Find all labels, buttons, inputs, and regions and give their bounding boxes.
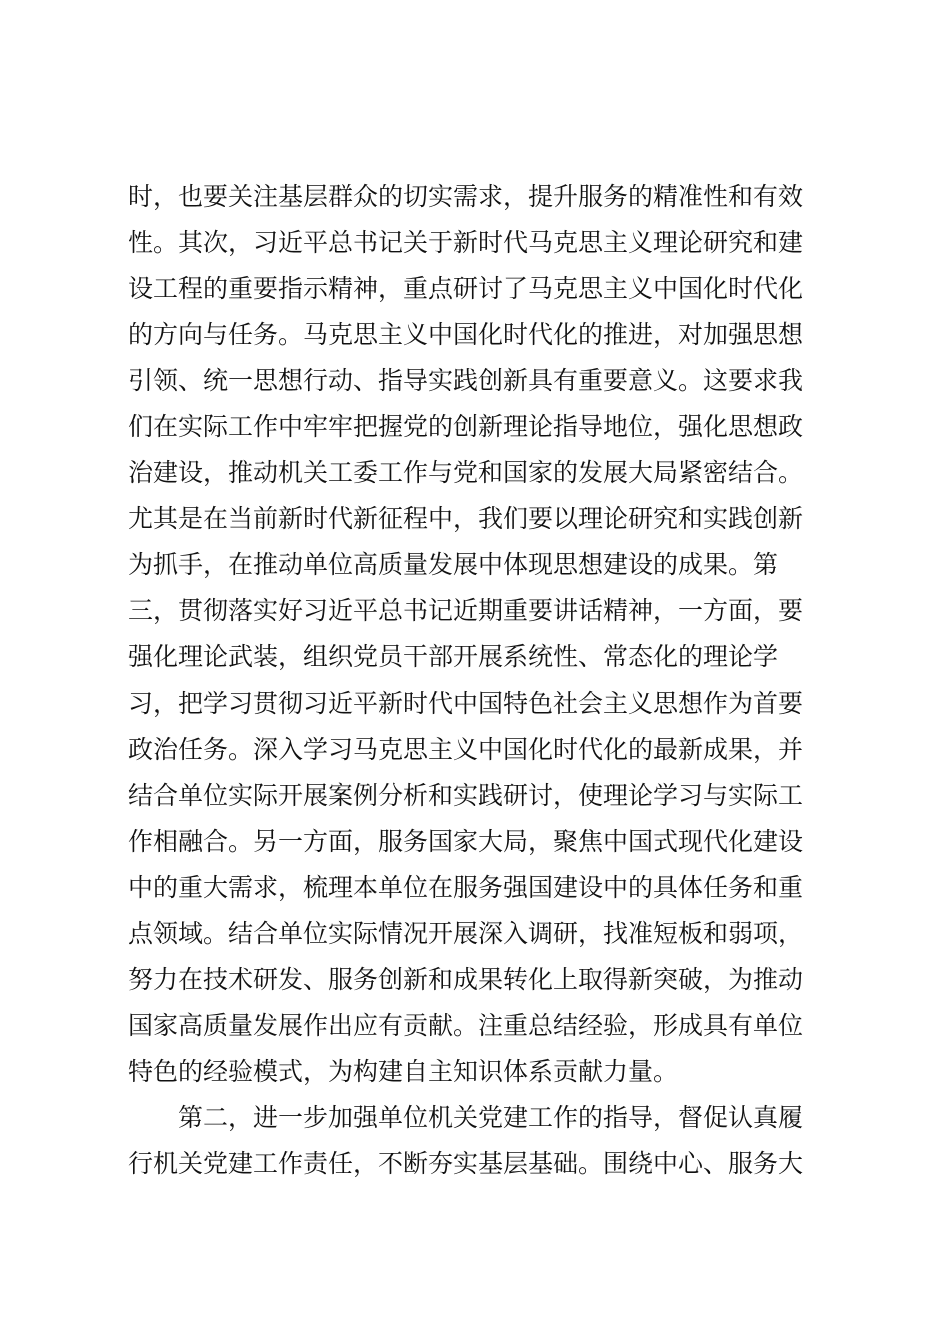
text-line: 设工程的重要指示精神，重点研讨了马克思主义中国化时代化 <box>128 274 804 304</box>
text-line: 时，也要关注基层群众的切实需求，提升服务的精准性和有效 <box>128 182 804 211</box>
text-line: 努力在技术研发、服务创新和成果转化上取得新突破，为推动 <box>128 964 804 994</box>
text-line: 中的重大需求，梳理本单位在服务强国建设中的具体任务和重 <box>128 872 804 902</box>
text-line: 特色的经验模式，为构建自主知识体系贡献力量。 <box>128 1056 679 1086</box>
text-line: 引领、统一思想行动、指导实践创新具有重要意义。这要求我 <box>128 366 804 396</box>
text-line: 强化理论武装，组织党员干部开展系统性、常态化的理论学 <box>128 642 779 672</box>
text-line: 的方向与任务。马克思主义中国化时代化的推进，对加强思想 <box>128 320 804 350</box>
text-line: 政治任务。深入学习马克思主义中国化时代化的最新成果，并 <box>128 734 804 764</box>
text-line: 性。其次，习近平总书记关于新时代马克思主义理论研究和建 <box>128 228 804 258</box>
text-line: 习，把学习贯彻习近平新时代中国特色社会主义思想作为首要 <box>128 688 804 718</box>
text-line: 为抓手，在推动单位高质量发展中体现思想建设的成果。第 <box>128 550 779 580</box>
body-text <box>128 174 828 1187</box>
text-line: 点领域。结合单位实际情况开展深入调研，找准短板和弱项， <box>128 918 804 948</box>
text-line: 们在实际工作中牢牢把握党的创新理论指导地位，强化思想政 <box>128 412 804 442</box>
text-line: 国家高质量发展作出应有贡献。注重总结经验，形成具有单位 <box>128 1010 804 1040</box>
text-line: 结合单位实际开展案例分析和实践研讨，使理论学习与实际工 <box>128 780 804 810</box>
text-line: 作相融合。另一方面，服务国家大局，聚焦中国式现代化建设 <box>128 826 804 856</box>
paragraph-start-line: 第二，进一步加强单位机关党建工作的指导，督促认真履 <box>178 1102 804 1132</box>
text-line: 行机关党建工作责任，不断夯实基层基础。围绕中心、服务大 <box>128 1148 804 1178</box>
text-line: 三，贯彻落实好习近平总书记近期重要讲话精神，一方面，要 <box>128 596 804 626</box>
text-line: 治建设，推动机关工委工作与党和国家的发展大局紧密结合。 <box>128 458 804 488</box>
text-line: 尤其是在当前新时代新征程中，我们要以理论研究和实践创新 <box>128 504 804 534</box>
